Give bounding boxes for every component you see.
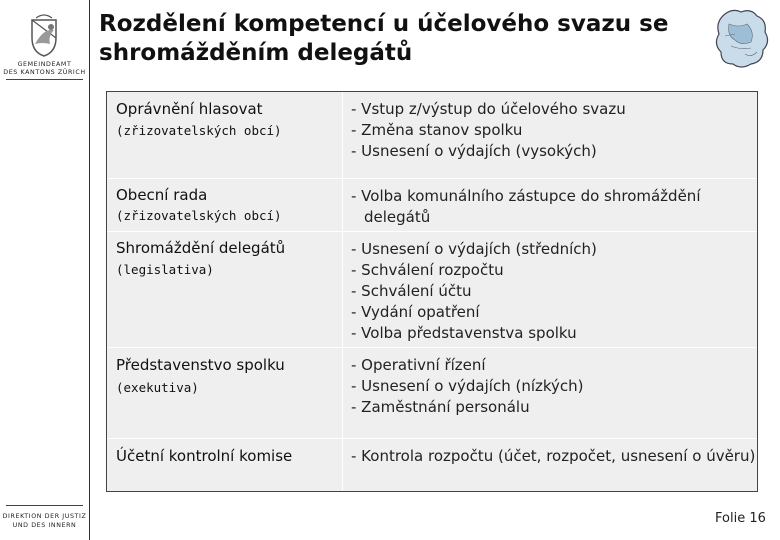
- list-item: - Volba komunálního zástupce do shromáždění delegátů: [351, 187, 701, 226]
- table-row: [107, 439, 757, 491]
- row-label: Oprávnění hlasovat: [116, 100, 263, 118]
- sidebar-divider-bottom: [6, 505, 83, 506]
- list-item: - Volba představenstva spolku: [351, 324, 577, 342]
- row-label: Shromáždění delegátů: [116, 239, 286, 257]
- competence-table: [106, 91, 758, 492]
- row-sublabel: (zřizovatelských obcí): [116, 208, 282, 223]
- list-item: - Usnesení o výdajích (nízkých): [351, 377, 584, 395]
- table-row: [107, 92, 757, 179]
- sidebar: [0, 0, 90, 540]
- canton-crest-icon: [24, 14, 64, 58]
- slide-number: Folie 16: [715, 511, 766, 526]
- list-item: - Operativní řízení: [351, 356, 486, 374]
- directorate-line-1: DIREKTION DER JUSTIZ: [2, 513, 87, 520]
- row-sublabel: (zřizovatelských obcí): [116, 123, 282, 138]
- list-item: - Usnesení o výdajích (středních): [351, 240, 597, 258]
- directorate-line-2: UND DES INNERN: [12, 522, 77, 529]
- list-item: - Vydání opatření: [351, 303, 480, 321]
- list-item: - Zaměstnání personálu: [351, 398, 530, 416]
- row-sublabel: (legislativa): [116, 262, 214, 277]
- table-row: [107, 348, 757, 439]
- page-title: Rozdělení kompetencí u účelového svazu se shromážděním delegátů: [99, 11, 669, 66]
- table-row: [107, 232, 757, 348]
- row-label: Představenstvo spolku: [116, 356, 285, 374]
- list-item: - Kontrola rozpočtu (účet, rozpočet, usnesení o úvěru): [351, 447, 756, 465]
- office-name-line-1: GEMEINDEAMT: [17, 61, 72, 68]
- table-row: [107, 179, 757, 232]
- sidebar-divider-top: [6, 79, 83, 80]
- canton-map-icon: [711, 6, 773, 72]
- office-name-line-2: DES KANTONS ZÜRICH: [3, 69, 86, 76]
- list-item: - Usnesení o výdajích (vysokých): [351, 142, 597, 160]
- list-item: - Vstup z/výstup do účelového svazu: [351, 100, 626, 118]
- row-sublabel: (exekutiva): [116, 380, 199, 395]
- list-item: - Schválení rozpočtu: [351, 261, 504, 279]
- row-label: Obecní rada: [116, 186, 208, 204]
- list-item: - Schválení účtu: [351, 282, 472, 300]
- row-label: Účetní kontrolní komise: [116, 447, 293, 465]
- list-item: - Změna stanov spolku: [351, 121, 523, 139]
